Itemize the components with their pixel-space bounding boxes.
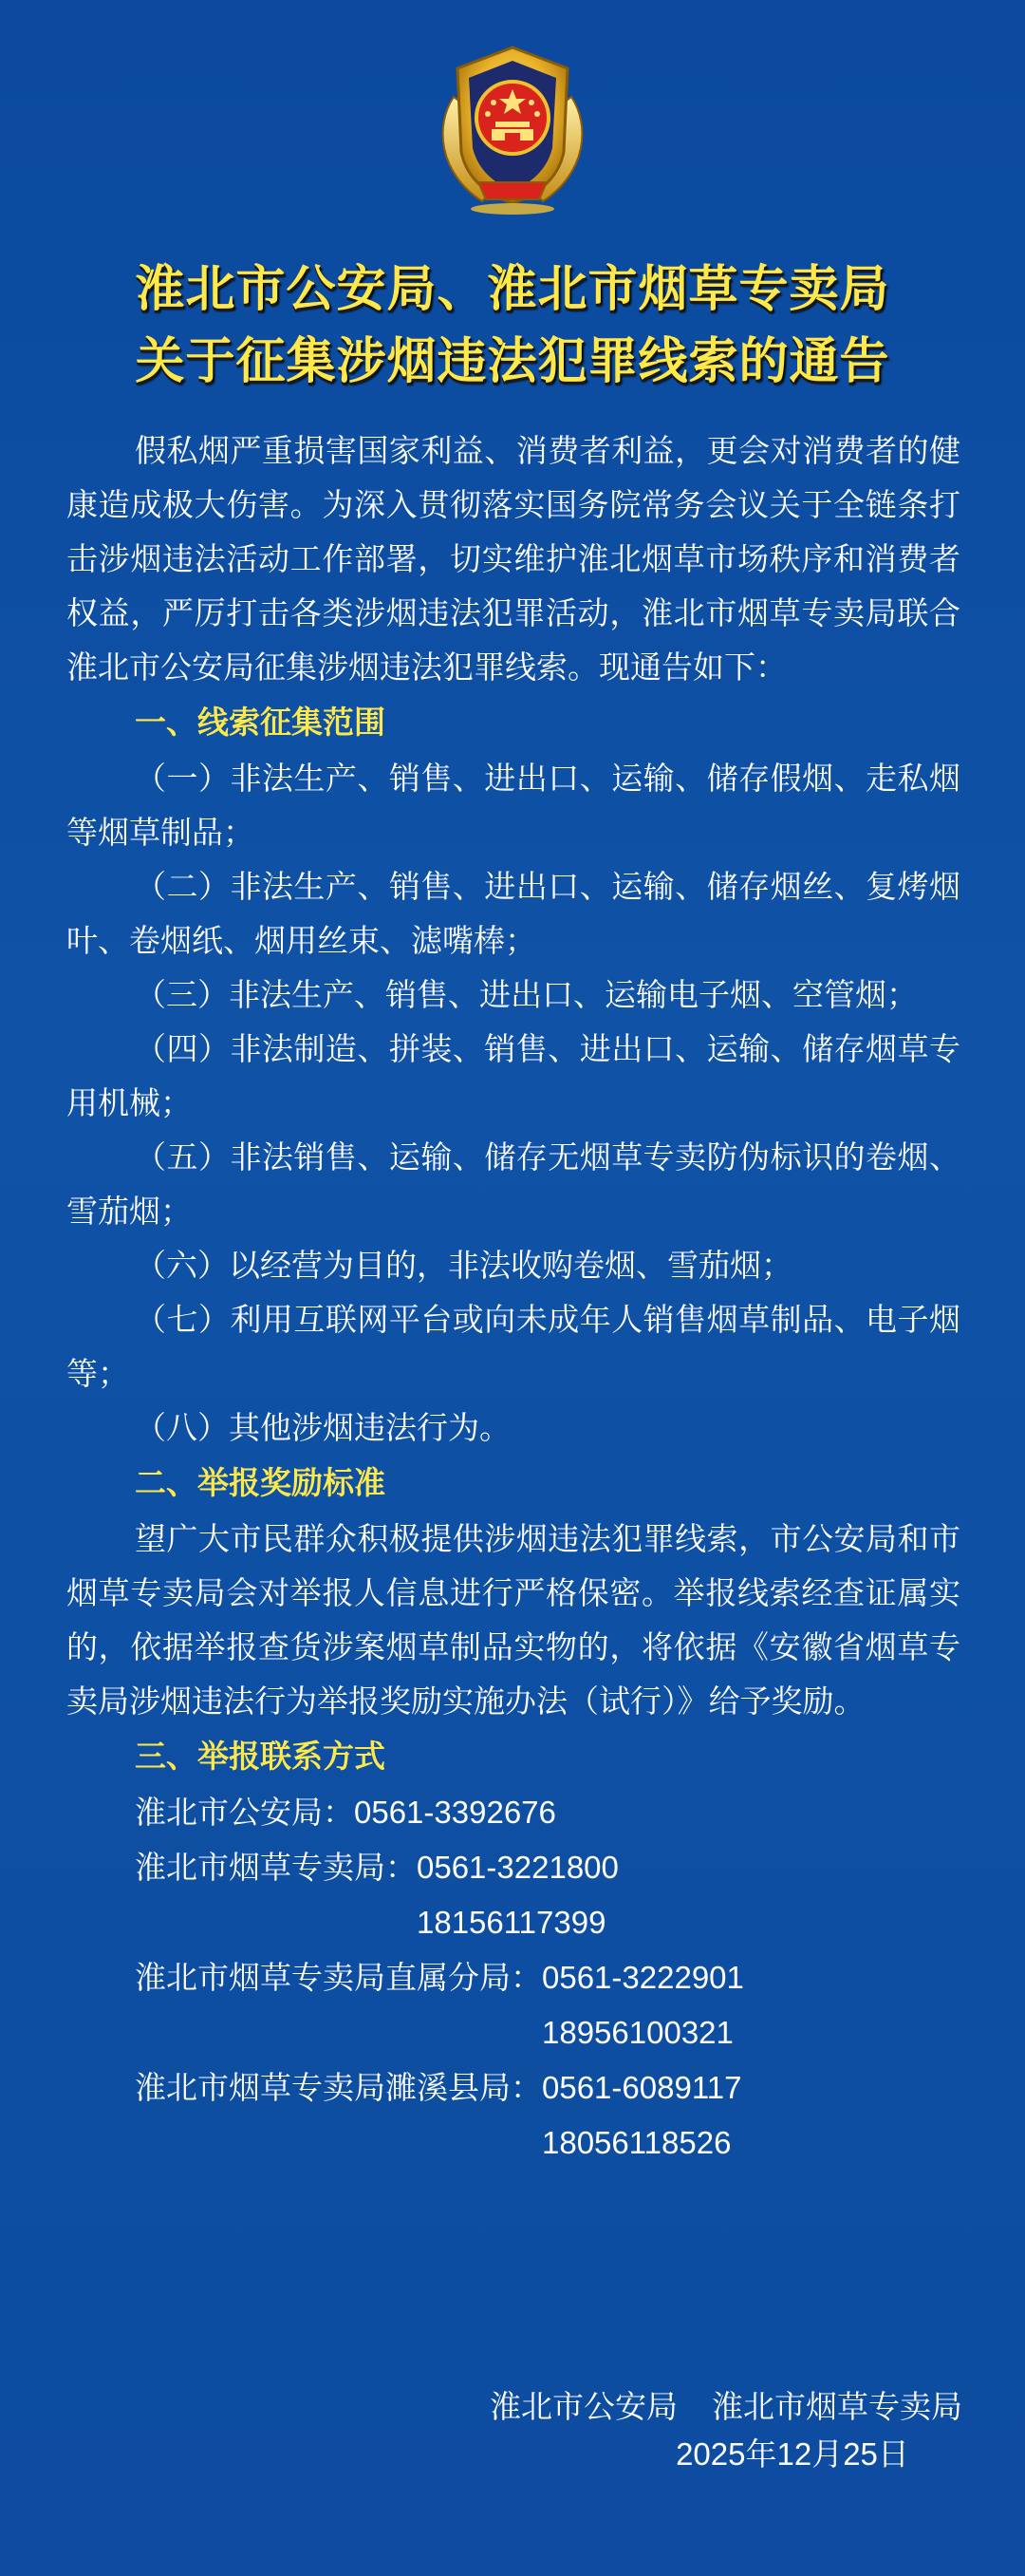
section-heading-scope: 一、线索征集范围 [135, 704, 385, 741]
contact-row [66, 2060, 960, 2171]
section-heading-reward: 二、举报奖励标准 [135, 1464, 385, 1501]
signature-date: 2025年12月25日 [676, 2436, 909, 2472]
title-line-1: 淮北市公安局、淮北市烟草专卖局 [135, 260, 890, 318]
phone-number[interactable]: 18056118526 [542, 2125, 732, 2160]
list-item: （六）以经营为目的，非法收购卷烟、雪茄烟； [135, 1247, 792, 1284]
intro-paragraph: 假私烟严重损害国家利益、消费者利益，更会对消费者的健康造成极大伤害。为深入贯彻落实国务院常务会议关于全链条打击涉烟违法活动工作部署，切实维护淮北烟草市场秩序和消费者权益，严厉打击各类涉烟违法犯罪活动，淮北市烟草专卖局联合淮北市公安局征集涉烟违法犯罪线索。现通告如下： [66, 432, 960, 686]
list-item: （三）非法生产、销售、进出口、运输电子烟、空管烟； [135, 976, 918, 1013]
contact-label: 淮北市烟草专卖局： [135, 1849, 417, 1886]
contact-label: 淮北市烟草专卖局濉溪县局： [135, 2069, 542, 2106]
list-item: （五）非法销售、运输、储存无烟草专卖防伪标识的卷烟、雪茄烟； [66, 1138, 960, 1230]
police-emblem-icon [425, 40, 600, 220]
contact-row [66, 1785, 960, 1840]
phone-number[interactable]: 18956100321 [542, 2015, 734, 2050]
list-item: （二）非法生产、销售、进出口、运输、储存烟丝、复烤烟叶、卷烟纸、烟用丝束、滤嘴棒； [66, 868, 960, 959]
contact-numbers [354, 1785, 556, 1840]
signature-block [490, 2383, 962, 2478]
phone-number[interactable]: 0561-6089117 [542, 2070, 742, 2105]
title-line-2: 关于征集涉烟违法犯罪线索的通告 [135, 332, 890, 390]
list-item: （八）其他涉烟违法行为。 [135, 1409, 511, 1446]
list-item: （一）非法生产、销售、进出口、运输、储存假烟、走私烟等烟草制品； [66, 760, 960, 851]
contact-row [66, 1840, 960, 1950]
reward-paragraph: 望广大市民群众积极提供涉烟违法犯罪线索，市公安局和市烟草专卖局会对举报人信息进行严格保密。举报线索经查证属实的，依据举报查货涉案烟草制品实物的，将依据《安徽省烟草专卖局涉烟违法行为举报奖励实施办法（试行）》给予奖励。 [66, 1520, 960, 1720]
contact-label: 淮北市公安局： [135, 1794, 354, 1831]
signature-org-police: 淮北市公安局 [490, 2388, 678, 2425]
contact-numbers [542, 1950, 744, 2060]
list-item: （四）非法制造、拼装、销售、进出口、运输、储存烟草专用机械； [66, 1030, 960, 1121]
contact-numbers [417, 1840, 619, 1950]
notice-body [66, 423, 960, 2171]
contact-label: 淮北市烟草专卖局直属分局： [135, 1959, 542, 1996]
section-heading-contact: 三、举报联系方式 [135, 1738, 385, 1775]
phone-number[interactable]: 0561-3392676 [354, 1795, 556, 1830]
phone-number[interactable]: 18156117399 [417, 1905, 606, 1940]
contact-row [66, 1950, 960, 2060]
phone-number[interactable]: 0561-3221800 [417, 1850, 619, 1885]
signature-org-tobacco: 淮北市烟草专卖局 [712, 2388, 962, 2425]
list-item: （七）利用互联网平台或向未成年人销售烟草制品、电子烟等； [66, 1301, 960, 1392]
phone-number[interactable]: 0561-3222901 [542, 1960, 744, 1995]
contact-numbers [542, 2060, 741, 2171]
signature-orgs [490, 2383, 962, 2431]
